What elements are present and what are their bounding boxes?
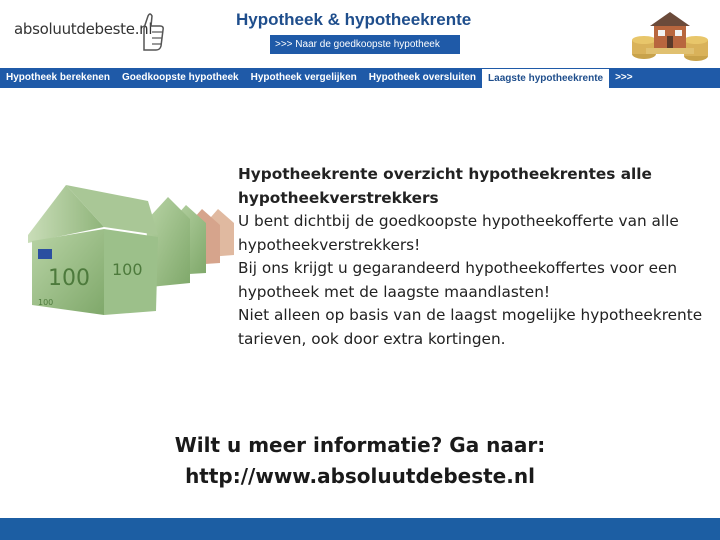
main-content: [238, 163, 712, 351]
logo-text: absoluutdebeste.nl: [14, 20, 153, 38]
main-navigation: [0, 68, 720, 88]
nav-item-compare-mortgage[interactable]: Hypotheek vergelijken: [250, 72, 357, 83]
svg-text:100: 100: [48, 266, 90, 291]
nav-item-cheapest-mortgage[interactable]: Goedkoopste hypotheek: [121, 72, 239, 83]
content-heading: Hypotheekrente overzicht hypotheekrentes alle hypotheekverstrekkers: [238, 165, 652, 207]
svg-text:100: 100: [38, 298, 54, 307]
content-paragraph: U bent dichtbij de goedkoopste hypotheekofferte van alle hypotheekverstrekkers!: [238, 212, 679, 254]
cta-url-link[interactable]: http://www.absoluutdebeste.nl: [185, 464, 535, 488]
nav-item-more[interactable]: >>>: [615, 72, 633, 83]
content-paragraph: Bij ons krijgt u gegarandeerd hypotheekoffertes voor een hypotheek met de laagste maandlasten!: [238, 259, 678, 301]
nav-item-mortgage-calculate[interactable]: Hypotheek berekenen: [6, 72, 110, 83]
cta-text: Wilt u meer informatie? Ga naar:: [174, 433, 546, 457]
site-title: Hypotheek & hypotheekrente: [236, 10, 472, 29]
nav-item-refinance-mortgage[interactable]: Hypotheek oversluiten: [368, 72, 477, 83]
cheapest-mortgage-link[interactable]: >>> Naar de goedkoopste hypotheek: [270, 35, 460, 54]
content-paragraph: Niet alleen op basis van de laagst mogelijke hypotheekrente tarieven, ook door extra kortingen.: [238, 306, 703, 348]
thumbs-up-icon: [138, 12, 166, 52]
site-logo[interactable]: [14, 12, 154, 52]
money-houses-image: [8, 165, 248, 335]
more-info-cta: [140, 430, 580, 492]
nav-item-lowest-rate[interactable]: Laagste hypotheekrente: [482, 68, 609, 88]
svg-text:100: 100: [112, 260, 143, 279]
house-on-coins-image: [624, 6, 714, 64]
footer-bar: [0, 518, 720, 540]
